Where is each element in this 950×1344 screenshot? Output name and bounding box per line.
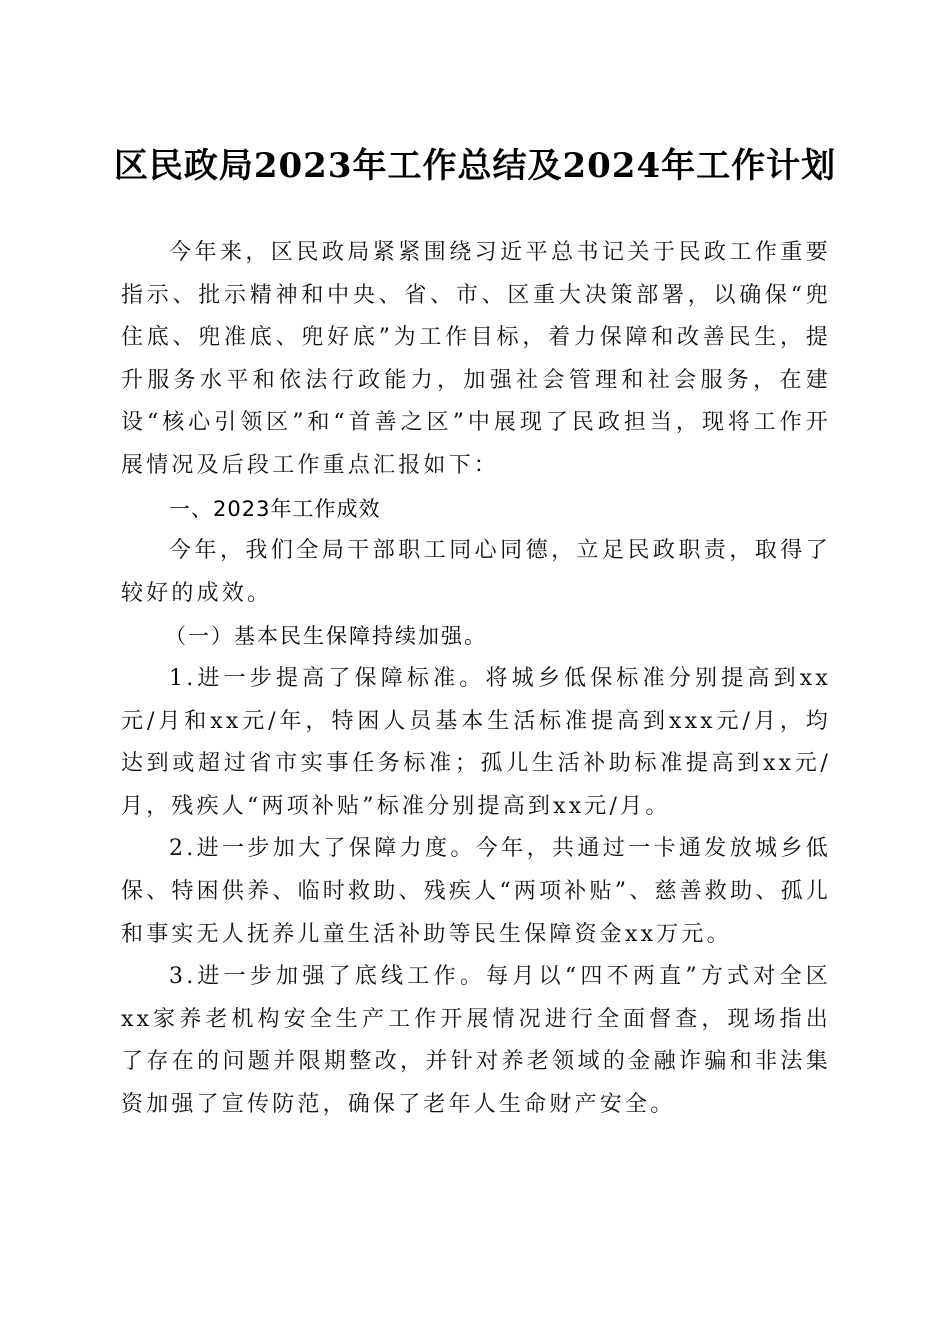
section-heading: 一、2023年工作成效 — [169, 496, 381, 521]
list-item: 1.进一步提高了保障标准。将城乡低保标准分别提高到xx元/月和xx元/年，特困人员基本生活标准提高到xxx元/月，均达到或超过省市实事任务标准；孤儿生活补助标准提高到xx元/月，残疾人“两项补贴”标准分别提高到xx元/月。 — [121, 665, 831, 819]
document-body — [121, 232, 831, 1126]
document-title: 区民政局2023年工作总结及2024年工作计划 — [113, 146, 837, 186]
intro-paragraph: 今年来，区民政局紧紧围绕习近平总书记关于民政工作重要指示、批示精神和中央、省、市、区重大决策部署，以确保“兜住底、兜准底、兜好底”为工作目标，着力保障和改善民生，提升服务水平和依法行政能力，加强社会管理和社会服务，在建设“核心引领区”和“首善之区”中展现了民政担当，现将工作开展情况及后段工作重点汇报如下： — [121, 240, 831, 478]
list-item: 3.进一步加强了底线工作。每月以“四不两直”方式对全区xx家养老机构安全生产工作开展情况进行全面督查，现场指出了存在的问题并限期整改，并针对养老领域的金融诈骗和非法集资加强了宣传防范，确保了老年人生命财产安全。 — [121, 964, 831, 1117]
section-summary-paragraph: 今年，我们全局干部职工同心同德，立足民政职责，取得了较好的成效。 — [121, 538, 831, 606]
subsection-heading: （一）基本民生保障持续加强。 — [165, 624, 487, 649]
list-item: 2.进一步加大了保障力度。今年，共通过一卡通发放城乡低保、特困供养、临时救助、残疾人“两项补贴”、慈善救助、孤儿和事实无人抚养儿童生活补助等民生保障资金xx万元。 — [121, 836, 831, 947]
